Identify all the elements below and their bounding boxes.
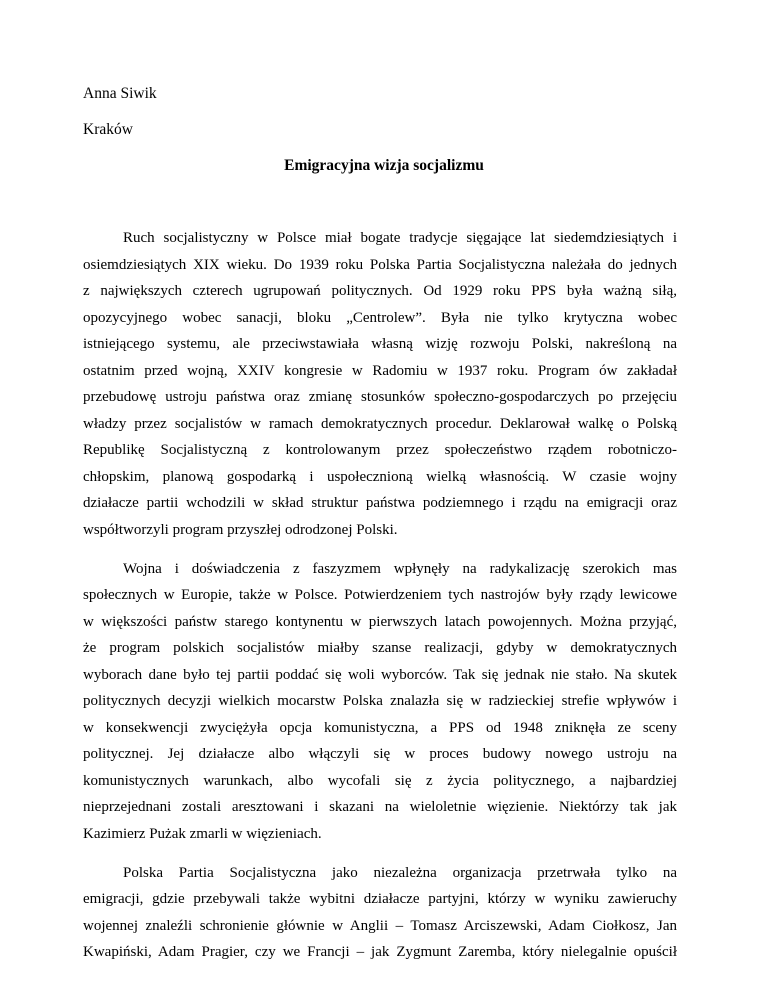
paragraph-line: Kazimierz Pużak zmarli w więzieniach. [83, 825, 322, 842]
document-title: Emigracyjna wizja socjalizmu [284, 157, 484, 174]
paragraph-line: z największych czterech ugrupowań politycznych. Od 1929 roku PPS była ważną siłą, [83, 283, 677, 299]
author-city: Kraków [83, 121, 133, 138]
paragraph-line: emigracji, gdzie przebywali także wybitni działacze partyjni, którzy w wyniku zawieruchy [83, 891, 677, 907]
paragraph-line: w konsekwencji zwyciężyła opcja komunistyczna, a PPS od 1948 zniknęła ze sceny [83, 719, 677, 736]
paragraph-line: chłopskim, planową gospodarką i uspołecznioną wielką własnością. W czasie wojny [83, 468, 677, 485]
paragraph [83, 860, 677, 966]
paragraph-line: przebudowę ustroju państwa oraz zmianę stosunków społeczno-gospodarczych po przejęciu [83, 389, 677, 405]
paragraph-line: działacze partii wchodzili w skład struktur państwa podziemnego i rządu na emigracji oraz [83, 495, 677, 511]
paragraph [83, 556, 677, 848]
paragraph-line: komunistycznych warunkach, albo wycofali się z życia politycznego, a najbardziej [83, 772, 677, 789]
paragraph-line: Kwapiński, Adam Pragier, czy we Francji – jak Zygmunt Zaremba, który nielegalnie opuścił [83, 944, 677, 960]
author-name: Anna Siwik [83, 85, 157, 102]
paragraph-line: nieprzejednani zostali aresztowani i skazani na wieloletnie więzienie. Niektórzy tak jak [83, 799, 677, 815]
document-body [83, 225, 677, 978]
paragraph-line: osiemdziesiątych XIX wieku. Do 1939 roku Polska Partia Socjalistyczna należała do jednych [83, 256, 677, 273]
paragraph-line: wojennej znaleźli schronienie głównie w Anglii – Tomasz Arciszewski, Adam Ciołkosz, Jan [83, 917, 677, 934]
paragraph-line: ostatnim przed wojną, XXIV kongresie w Radomiu w 1937 roku. Program ów zakładał [83, 362, 677, 379]
paragraph-line: Polska Partia Socjalistyczna jako niezależna organizacja przetrwała tylko na [123, 864, 677, 881]
paragraph-line: Republikę Socjalistyczną z kontrolowanym przez społeczeństwo rządem robotniczo- [83, 442, 677, 458]
paragraph-line: wyborach dane było tej partii poddać się woli wyborców. Tak się jednak nie stało. Na skutek [83, 666, 677, 683]
paragraph-line: Ruch socjalistyczny w Polsce miał bogate tradycje sięgające lat siedemdziesiątych i [123, 230, 677, 246]
paragraph-line: opozycyjnego wobec sanacji, bloku „Centrolew”. Była nie tylko krytyczna wobec [83, 309, 677, 326]
paragraph-line: Wojna i doświadczenia z faszyzmem wpłynęły na radykalizację szerokich mas [123, 560, 677, 577]
paragraph-line: politycznych decyzji wielkich mocarstw Polska znalazła się w radzieckiej strefie wpływów i [83, 693, 677, 709]
paragraph-line: współtworzyli program przyszłej odrodzonej Polski. [83, 521, 398, 538]
paragraph-line: władzy przez socjalistów w ramach demokratycznych procedur. Deklarował walkę o Polską [83, 415, 677, 432]
paragraph-line: istniejącego systemu, ale przeciwstawiała własną wizję rozwoju Polski, nakreśloną na [83, 336, 677, 352]
paragraph-line: że program polskich socjalistów miałby szanse realizacji, gdyby w demokratycznych [83, 640, 677, 656]
paragraph [83, 225, 677, 543]
paragraph-line: społecznych w Europie, także w Polsce. Potwierdzeniem tych nastrojów były rządy lewicowe [83, 587, 677, 603]
paragraph-line: politycznej. Jej działacze albo włączyli się w proces budowy nowego ustroju na [83, 746, 677, 762]
paragraph-line: w większości państw starego kontynentu w pierwszych latach powojennych. Można przyjąć, [83, 613, 677, 630]
